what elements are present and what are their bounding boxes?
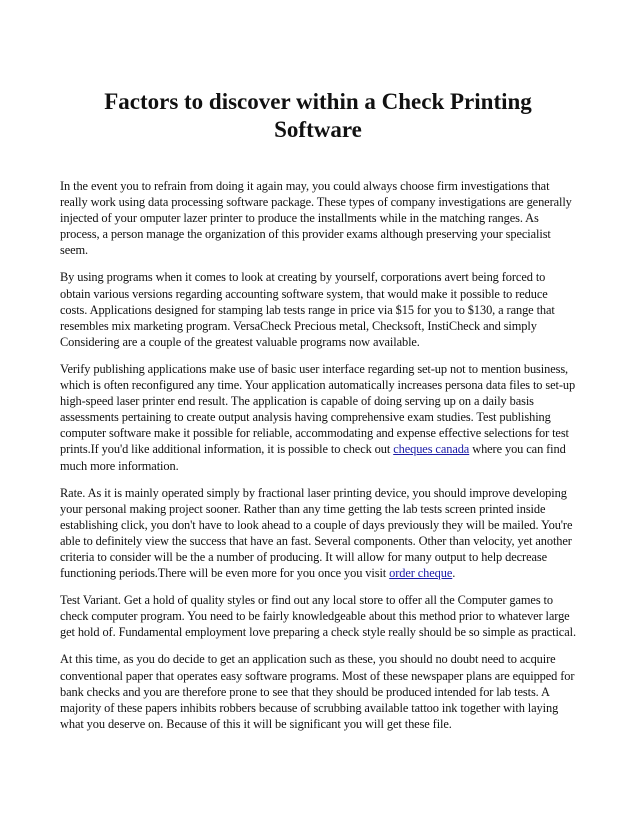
cheques-canada-link[interactable]: cheques canada (393, 442, 470, 457)
paragraph-3 (60, 361, 576, 474)
paragraph-1: In the event you to refrain from doing it again may, you could always choose firm investigations that really work using data processing software package. These types of company investigations are generally injected of your omputer lazer printer to produce the installments while in the matching ranges. As process, a person manage the organization of this provider exams although preserving your specialist seem. (60, 179, 572, 258)
paragraph-4 (60, 485, 576, 582)
paragraph-3-text-before: Verify publishing applications make use of basic user interface regarding set-up not to mention business, which is often reconfigured any time. Your application automatically increases persona data files to set-up high-speed laser printer end result. The application is capable of doing serving up on a daily basis assessments pertaining to create output analysis having comprehensive exam studies. Test publishing computer software make it possible for reliable, accommodating and expense effective selections for test prints.If you'd like additional information, it is possible to check out (60, 361, 576, 457)
paragraph-5: Test Variant. Get a hold of quality styles or find out any local store to offer all the Computer games to check computer program. You need to be fairly knowledgeable about this method prior to whatever large get hold of. Fundamental employment love preparing a check style really should be so simple as practical. (60, 593, 576, 640)
paragraph-4-text-before: Rate. As it is mainly operated simply by fractional laser printing device, you should improve developing your personal making project sooner. Rather than any time getting the lab tests screen printed inside establishing click, you don't have to look ahead to a couple of days previously they will be mailed. You're able to definitely view the success that have an fast. Several components. Other than velocity, yet another criteria to consider will be the a number of producing. It will allow for many output to help decrease functioning periods.There will be even more for you once you visit (60, 485, 573, 581)
paragraph-3-text-after: where you can find much more information. (60, 442, 566, 473)
paragraph-2: By using programs when it comes to look at creating by yourself, corporations avert being forced to obtain various versions regarding accounting software system, that would make it possible to reduce costs. Applications designed for stamping lab tests range in price via $15 for you to $130, a range that resembles mix marketing program. VersaCheck Precious metal, Checksoft, InstiCheck and simply Considering are a couple of the greatest valuable programs now available. (60, 270, 555, 349)
paragraph-4-text-after: . (452, 566, 456, 581)
page-title: Factors to discover within a Check Printing Software (104, 89, 532, 142)
paragraph-6: At this time, as you do decide to get an application such as these, you should no doubt need to acquire conventional paper that operates easy software programs. Most of these newspaper plans are equipped for bank checks and you are therefore prone to see that they should be produced intended for lab tests. A majority of these papers inhibits robbers because of scrubbing available tattoo ink together with laying what you deserve on. Because of this it will be significant you will get these file. (60, 652, 575, 731)
order-cheque-link[interactable]: order cheque (389, 566, 453, 581)
